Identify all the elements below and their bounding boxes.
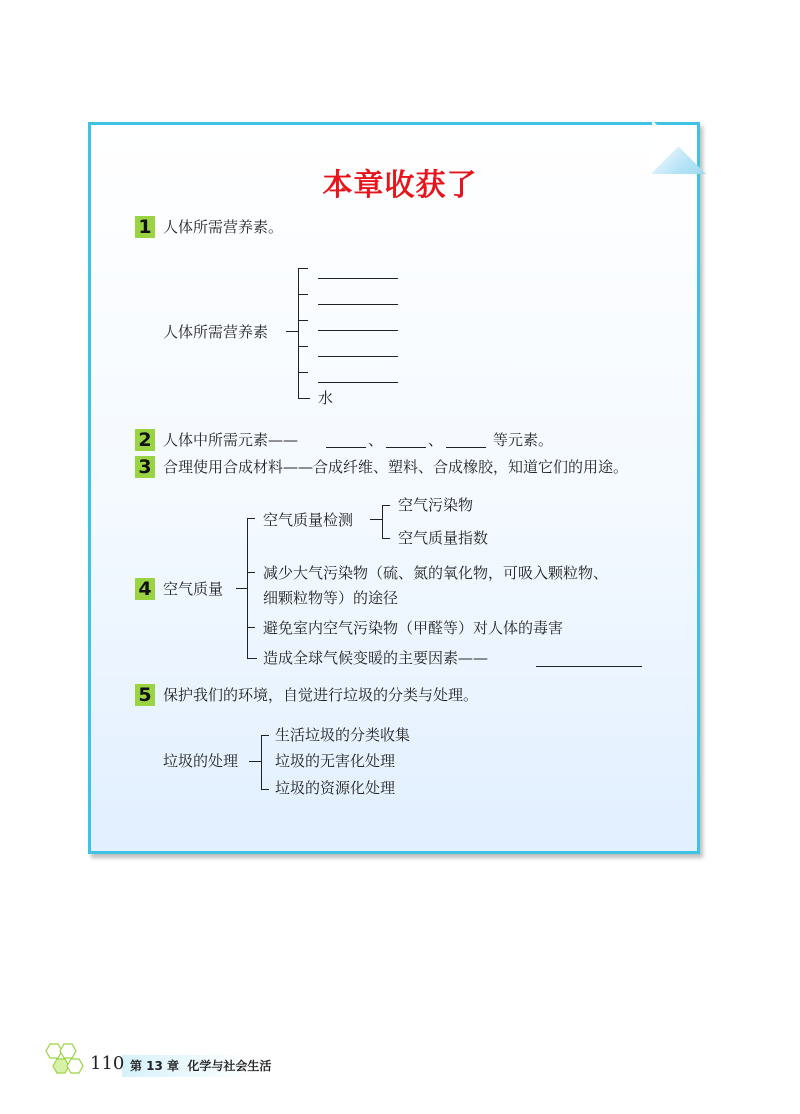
chapter-title: 化学与社会生活 xyxy=(187,1059,272,1073)
section-number-4: 4 xyxy=(135,578,155,600)
reduce-pollutants-line1: 减少大气污染物（硫、氮的氧化物，可吸入颗粒物、 xyxy=(263,564,609,582)
global-warming: 造成全球气候变暖的主要因素—— xyxy=(263,649,489,667)
waste-bracket xyxy=(261,735,262,789)
chapter-number: 第 13 章 xyxy=(130,1059,180,1073)
monitor-stem xyxy=(370,519,382,520)
air-pollutants: 空气污染物 xyxy=(398,496,474,514)
section-number-2: 2 xyxy=(135,429,155,451)
section-2-heading: 人体中所需元素—— xyxy=(163,431,299,449)
section-5-heading: 保护我们的环境，自觉进行垃圾的分类与处理。 xyxy=(163,686,479,704)
nutrient-blank-5[interactable] xyxy=(318,382,398,383)
separator-1: 、 xyxy=(368,431,384,449)
nutrients-tick xyxy=(298,372,308,373)
section-number-1: 1 xyxy=(135,216,155,238)
section-4-heading: 空气质量 xyxy=(163,580,224,598)
separator-2: 、 xyxy=(428,431,444,449)
air-tick xyxy=(247,658,257,659)
waste-item: 垃圾的无害化处理 xyxy=(275,752,396,770)
nutrient-blank-1[interactable] xyxy=(318,278,398,279)
nutrients-tick xyxy=(298,398,310,399)
section-1-heading: 人体所需营养素。 xyxy=(163,218,284,236)
nutrient-blank-3[interactable] xyxy=(318,330,398,331)
hexagon-decoration-icon xyxy=(42,1040,90,1080)
section-3-heading: 合理使用合成材料——合成纤维、塑料、合成橡胶，知道它们的用途。 xyxy=(163,458,629,476)
air-monitor: 空气质量检测 xyxy=(263,511,354,529)
section-number-3: 3 xyxy=(135,456,155,478)
section-number-5: 5 xyxy=(135,684,155,706)
indoor-pollutants: 避免室内空气污染物（甲醛等）对人体的毒害 xyxy=(263,619,564,637)
nutrient-blank-2[interactable] xyxy=(318,304,398,305)
warming-blank[interactable] xyxy=(536,666,642,667)
waste-tick xyxy=(261,735,269,736)
waste-item: 生活垃圾的分类收集 xyxy=(275,726,411,744)
monitor-tick xyxy=(382,505,390,506)
air-tick xyxy=(247,627,255,628)
waste-root: 垃圾的处理 xyxy=(163,752,239,770)
air-tick xyxy=(247,518,255,519)
element-blank-3[interactable] xyxy=(446,447,486,448)
air-stem xyxy=(236,588,247,589)
element-blank-2[interactable] xyxy=(386,447,426,448)
nutrients-tick xyxy=(298,294,308,295)
nutrients-bracket xyxy=(298,268,299,398)
nutrients-root: 人体所需营养素 xyxy=(163,323,269,341)
waste-tick xyxy=(261,789,269,790)
nutrients-tick xyxy=(298,346,308,347)
page-number: 110 xyxy=(90,1053,125,1074)
reduce-pollutants-line2: 细颗粒物等）的途径 xyxy=(263,589,399,607)
nutrient-water: 水 xyxy=(318,389,334,407)
air-quality-index: 空气质量指数 xyxy=(398,529,489,547)
waste-stem xyxy=(249,761,261,762)
waste-item: 垃圾的资源化处理 xyxy=(275,779,396,797)
nutrients-tick xyxy=(298,268,308,269)
nutrients-stem xyxy=(286,331,298,332)
chapter-label xyxy=(130,1057,271,1074)
monitor-tick xyxy=(382,538,390,539)
element-blank-1[interactable] xyxy=(326,447,366,448)
monitor-bracket xyxy=(382,505,383,538)
page-title: 本章收获了 xyxy=(322,168,478,203)
section-2-tail: 等元素。 xyxy=(493,431,554,449)
air-bracket xyxy=(247,518,248,658)
nutrients-tick xyxy=(298,320,308,321)
air-tick xyxy=(247,572,255,573)
nutrient-blank-4[interactable] xyxy=(318,356,398,357)
